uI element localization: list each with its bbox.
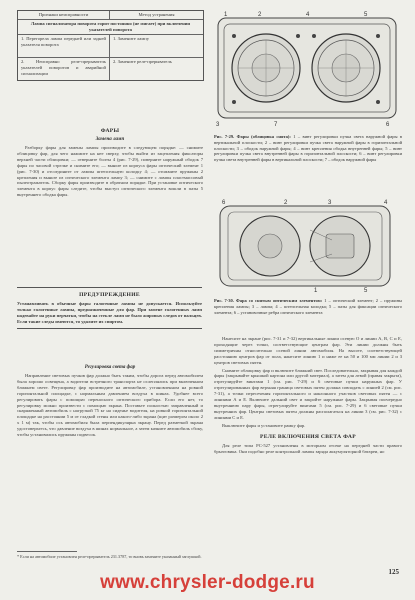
- divider: [17, 328, 202, 329]
- svg-text:6: 6: [222, 200, 226, 206]
- figure-number: Рис. 7-29.: [214, 134, 235, 139]
- footnote: * Если на автомобиле установлен реле-прерыватель 231.3787, то вновь замените указанный заглушкой.: [17, 554, 202, 559]
- table-header-symptom: Признаки неисправности: [18, 11, 110, 19]
- relay-text: Для реле типа РС-527 установлены в моторном отсеке на передней части правого брызговика. Они подобно реле контрольной лампы заряда аккумуляторной батареи, но: [214, 442, 402, 454]
- page-number: 125: [388, 568, 399, 576]
- table-row: [18, 19, 203, 34]
- table-cell: 2. Неисправно реле-прерыватель указателей поворотов и аварийной сигнализации: [18, 58, 110, 80]
- table-row-symptom-title: Лампа сигнализатора поворота горит постоянно (не мигает) при включении указателей поворота: [30, 20, 191, 32]
- svg-text:1: 1: [224, 12, 228, 18]
- divider: [17, 287, 202, 288]
- figure-caption-text: 1 – оптический элемент; 2 – пружины крепления лампы; 3 – лампа; 4 – штепсельная колодка; 5 – пазы для фиксации оптического элемента; 6 – установочные ребра оптического элемента: [214, 298, 403, 315]
- svg-text:5: 5: [364, 12, 368, 18]
- troubleshooting-table: [17, 10, 204, 81]
- table-cell: 1. Замените лампу: [113, 35, 149, 41]
- table-header-method: Метод устранения: [138, 12, 175, 17]
- adjustment-section: [17, 365, 203, 438]
- subsection-title: Регулировка света фар: [84, 365, 136, 370]
- warning-text: Устанавливать в обычные фары галогенные лампы не допускается. Используйте только галогенные лампы, предназначенные для фар. При замене галогенных ламп надевайте на руки перчатки, чтобы на стекле ламп не было жировых следов от пальцев. Если такие следы имеются, то удалите их спиртом.: [17, 300, 202, 324]
- section-title: ФАРЫ: [100, 128, 120, 134]
- svg-text:3: 3: [328, 200, 332, 206]
- svg-text:2: 2: [258, 12, 262, 18]
- table-header-row: [18, 11, 203, 19]
- paragraph: Нанесите на экране (рис. 7-31 и 7-32) вертикальные линии осевую О и линии А, В, С и Е, проходящие через точки, соответствующие центрам фар. Эти линии должны быть симметричны относительно осевой линии автомобиля. На высоте, соответствующей расстоянию центров фар от пола, нанесите линию 1 и ниже ее на 50 и 100 мм линии 2 и 3 центров световых пятен.: [214, 336, 402, 365]
- svg-text:5: 5: [364, 288, 368, 294]
- svg-text:3: 3: [216, 122, 220, 128]
- figure-caption-30: [214, 298, 402, 315]
- headlight-pair-figure: [214, 10, 400, 130]
- headlights-text: Разборку фары для замены лампы производите в следующем порядке: — снимите облицовку фар, для чего нажмите на нее сверху, чтобы выйти из зацепления фиксаторы верхней части облицовки; — отверните болты 4 (рис. 7-29), поверните наружный ободок 7 фары по часовой стрелке и снимите его; — выньте из корпуса фары оптический элемент 1 (рис. 7-30) и отсоедините от лампы штепсельную колодку 4; — отожмите пружины 2 крепления и выньте из оптического элемента лампу 3; — снимите с лампы пластмассовый пылеотражатель. Сборку фары производите в обратном порядке. При установке оптического элемента в корпус фары следите, чтобы выступ оптического элемента вошли в пазы 5 внутреннего ободка фары.: [17, 145, 203, 198]
- svg-text:6: 6: [386, 122, 390, 128]
- svg-text:4: 4: [384, 200, 388, 206]
- svg-text:1: 1: [314, 288, 318, 294]
- svg-text:4: 4: [306, 12, 310, 18]
- subsection-title: Замена ламп: [95, 137, 125, 142]
- figure-title: Фара со снятым оптическим элементом:: [235, 298, 323, 303]
- figure-caption-text: 1 – винт регулировки пучка света наружной фары в вертикальной плоскости; 2 – винт регулировки пучка света наружной фары в горизонтальной плоскости; 3 – ободок наружной фары; 4 – винт крепления ободка внутренней фары; 5 – винт регулировки пучка света внутренней фары в горизонтальной плоскости; 6 – винт регулировки пучка света внутренней фары в вертикальной плоскости; 7 – ободок наружной фары: [214, 134, 403, 163]
- table-cell: 2. Замените реле-прерыватель: [113, 58, 172, 64]
- paragraph: Выключите фары и установите рамку фар.: [222, 422, 306, 428]
- figure-number: Рис. 7-30.: [214, 298, 234, 303]
- right-column-text: [214, 336, 402, 454]
- headlight-housing-figure: [214, 196, 400, 294]
- svg-text:7: 7: [274, 122, 278, 128]
- warning-box: [17, 287, 202, 329]
- figure-title: Фары (облицовка снята):: [236, 134, 291, 139]
- watermark-url: www.chrysler-dodge.ru: [100, 572, 315, 593]
- adjustment-text: Направление световых пучков фар должно быть таким, чтобы дорога перед автомобилем была хорошо освещена, а водители встречного транспорта не ослеплялись при включенном ближнем свете. Регулировку фар производите на автомобиле, установленном на ровной горизонтальной площадке, с нормальным давлением воздуха в шинах. Удобнее всего регулировать фары с помощью переносного оптического прибора. Если его нет, то регулировку можно произвести с помощью экрана. Поставьте полностью заправленный и снаряженный автомобиль с нагрузкой 75 кг на сиденье водителя, на ровной горизонтальной площадке на расстоянии 5 м от гладкой стены или какого-либо экрана (щит размером около 2 х 1 м) так, чтобы ось автомобиля была перпендикулярна экрану. Перед разметкой экрана удостоверьтесь, что давление воздуха в шинах нормальное, а затем качните автомобиль сбоку, чтобы установились пружины подвесок.: [17, 373, 203, 438]
- headlights-section: [17, 128, 203, 198]
- table-row: [18, 57, 203, 80]
- footnote-rule: [17, 551, 77, 552]
- section-title: РЕЛЕ ВКЛЮЧЕНИЯ СВЕТА ФАР: [260, 433, 356, 440]
- svg-text:2: 2: [284, 200, 288, 206]
- paragraph: Снимите облицовку фар и включите ближний свет. Последовательно, закрывая для каждой фары (закрывайте крышкой картона или другой материал), а затем для левой (правая закрыта), отрегулируйте винтами 1 (см. рис. 7-29) и 6 световые пучки наружных фар. У отрегулированных фар верхняя граница световых пятен должна совпадать с линией 2 (см. рис. 7-31), а точки пересечения горизонтального и наклонного участков световых пятен — с линиями А и Е. Включите дальний свет и закройте наружные фары. Закрывая поочередно внутреннюю пару фары, отрегулируйте винтами 5 (см. рис. 7-29) и 6 световые пучки внутренних фар. Центры световых пятен должны располагаться на линии 3 (см. рис. 7-32) с линиями С и Е.: [214, 367, 402, 420]
- table-row: [18, 34, 203, 57]
- figure-caption-29: [214, 134, 402, 163]
- warning-title: ПРЕДУПРЕЖДЕНИЕ: [79, 291, 140, 298]
- table-cell: 1. Перегорела лампа передней или задней указателя поворота: [18, 35, 110, 57]
